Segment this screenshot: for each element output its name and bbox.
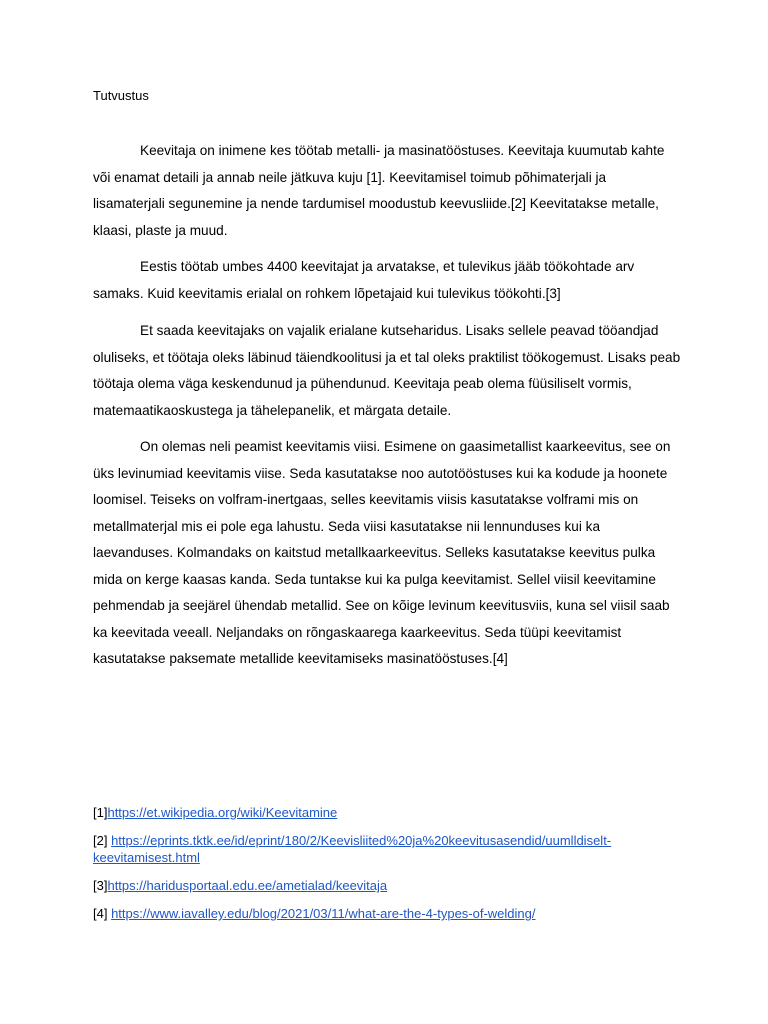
paragraph-text: Keevitaja on inimene kes töötab metalli- ja masinatööstuses. Keevitaja kuumutab kahte või enamat detaili ja annab neile jätkuva kuju [1]. Keevitamisel toimub põhimaterjali ja lisamaterjali segunemine ja nende tardumisel moodustub keevusliide.[2] Keevitatakse metalle, klaasi, plaste ja muud.: [93, 143, 665, 238]
paragraph-education: [93, 318, 681, 424]
paragraph-text: Et saada keevitajaks on vajalik erialane kutseharidus. Lisaks sellele peavad tööandjad oluliseks, et töötaja oleks läbinud täiendkoolitusi ja et tal oleks praktilist töökogemust. Lisaks peab töötaja olema väga keskendunud ja pühendunud. Keevitaja peab olema füüsiliselt vormis, matemaatikaoskustega ja tähelepanelik, et märgata detaile.: [93, 323, 681, 418]
reference-link[interactable]: https://eprints.tktk.ee/id/eprint/180/2/Keevisliited%20ja%20keevitusasendid/uumlldiselt-keevitamisest.html: [93, 833, 612, 865]
paragraph-intro: [93, 138, 681, 244]
reference-marker: [4]: [93, 906, 112, 921]
reference-marker: [3]: [93, 878, 108, 893]
reference-item: [93, 877, 681, 894]
reference-link[interactable]: https://haridusportaal.edu.ee/ametialad/keevitaja: [107, 878, 388, 893]
paragraph-text: On olemas neli peamist keevitamis viisi. Esimene on gaasimetallist kaarkeevitus, see on üks levinumiad keevitamis viise. Seda kasutatakse noo autotööstuses kui ka kodude ja hoonete loomisel. Teiseks on volfram-inertgaas, selles keevitamis viisis kasutatakse volframi mis on metallmaterjal mis ei pole ega lahustu. Seda viisi kasutatakse nii lennunduses kui ka laevanduses. Kolmandaks on kaitstud metallkaarkeevitus. Selleks kasutatakse keevitus pulka mida on kerge kaasas kanda. Seda tuntakse kui ka pulga keevitamist. Sellel viisil keevitamine pehmendab ja seejärel ühendab metallid. See on kõige levinum keevitusviis, kuna sel viisil saab ka keevitada veeall. Neljandaks on rõngaskaarega kaarkeevitus. Seda tüüpi keevitamist kasutatakse paksemate metallide keevitamiseks masinatööstuses.[4]: [93, 439, 671, 666]
paragraph-text: Eestis töötab umbes 4400 keevitajat ja arvatakse, et tulevikus jääb töökohtade arv samaks. Kuid keevitamis erialal on rohkem lõpetajaid kui tulevikus töökohti.[3]: [93, 259, 635, 301]
reference-marker: [2]: [93, 833, 112, 848]
paragraph-welding-types: [93, 434, 681, 673]
reference-item: [93, 832, 681, 866]
reference-link[interactable]: https://et.wikipedia.org/wiki/Keevitamine: [107, 805, 338, 820]
paragraph-employment: [93, 254, 681, 307]
reference-marker: [1]: [93, 805, 108, 820]
reference-item: [93, 804, 681, 821]
reference-item: [93, 905, 681, 922]
reference-link[interactable]: https://www.iavalley.edu/blog/2021/03/11/what-are-the-4-types-of-welding/: [111, 906, 536, 921]
document-title: Tutvustus: [93, 88, 149, 103]
